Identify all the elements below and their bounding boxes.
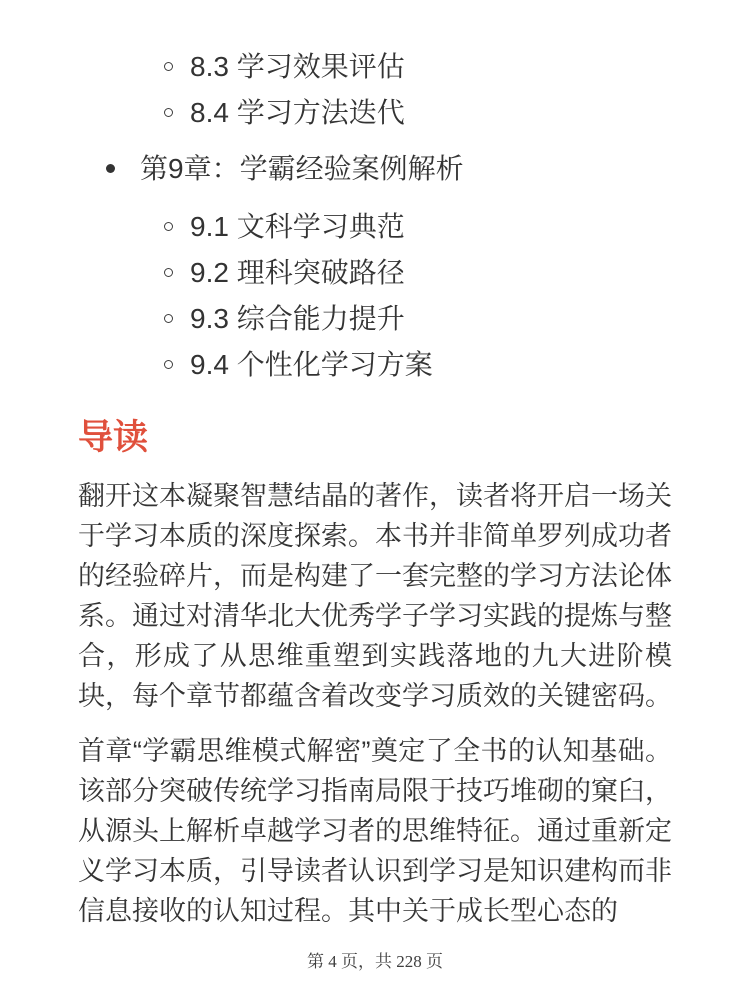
toc-item-label: 9.2 理科突破路径: [190, 257, 405, 288]
toc-item-9-4: [164, 342, 672, 388]
bullet-circle-icon: [164, 222, 173, 231]
bullet-circle-icon: [164, 62, 173, 71]
toc-item-9-3: [164, 296, 672, 342]
toc-item-9-2: [164, 250, 672, 296]
toc-item-8-3: [164, 44, 672, 90]
bullet-circle-icon: [164, 108, 173, 117]
toc-item-label: 9.1 文科学习典范: [190, 211, 405, 242]
bullet-disc-icon: [106, 164, 115, 173]
toc-chapter9-sublist: [106, 204, 672, 388]
intro-paragraph-1: 翻开这本凝聚智慧结晶的著作，读者将开启一场关于学习本质的深度探索。本书并非简单罗列成功者的经验碎片，而是构建了一套完整的学习方法论体系。通过对清华北大优秀学子学习实践的提炼与整合，形成了从思维重塑到实践落地的九大进阶模块，每个章节都蕴含着改变学习质效的关键密码。: [78, 481, 672, 711]
toc-item-8-4: [164, 90, 672, 136]
bullet-circle-icon: [164, 268, 173, 277]
bullet-circle-icon: [164, 314, 173, 323]
toc-item-chapter9: [106, 146, 672, 192]
page-number-footer: 第 4 页，共 228 页: [307, 952, 443, 971]
section-heading-daodu: 导读: [78, 418, 149, 457]
bullet-circle-icon: [164, 360, 173, 369]
intro-paragraph-2: 首章“学霸思维模式解密”奠定了全书的认知基础。该部分突破传统学习指南局限于技巧堆砌的窠臼，从源头上解析卓越学习者的思维特征。通过重新定义学习本质，引导读者认识到学习是知识建构而非信息接收的认知过程。其中关于成长型心态的: [78, 736, 672, 926]
toc-chapter9-list: [78, 146, 672, 388]
toc-chapter-label: 第9章：学霸经验案例解析: [140, 153, 464, 184]
toc-item-label: 8.3 学习效果评估: [190, 51, 405, 82]
toc-chapter9: [106, 146, 672, 388]
toc-item-9-1: [164, 204, 672, 250]
toc-item-label: 8.4 学习方法迭代: [190, 97, 405, 128]
toc-chapter8-sublist: [78, 44, 672, 136]
toc-item-label: 9.3 综合能力提升: [190, 303, 405, 334]
toc-item-label: 9.4 个性化学习方案: [190, 349, 433, 380]
